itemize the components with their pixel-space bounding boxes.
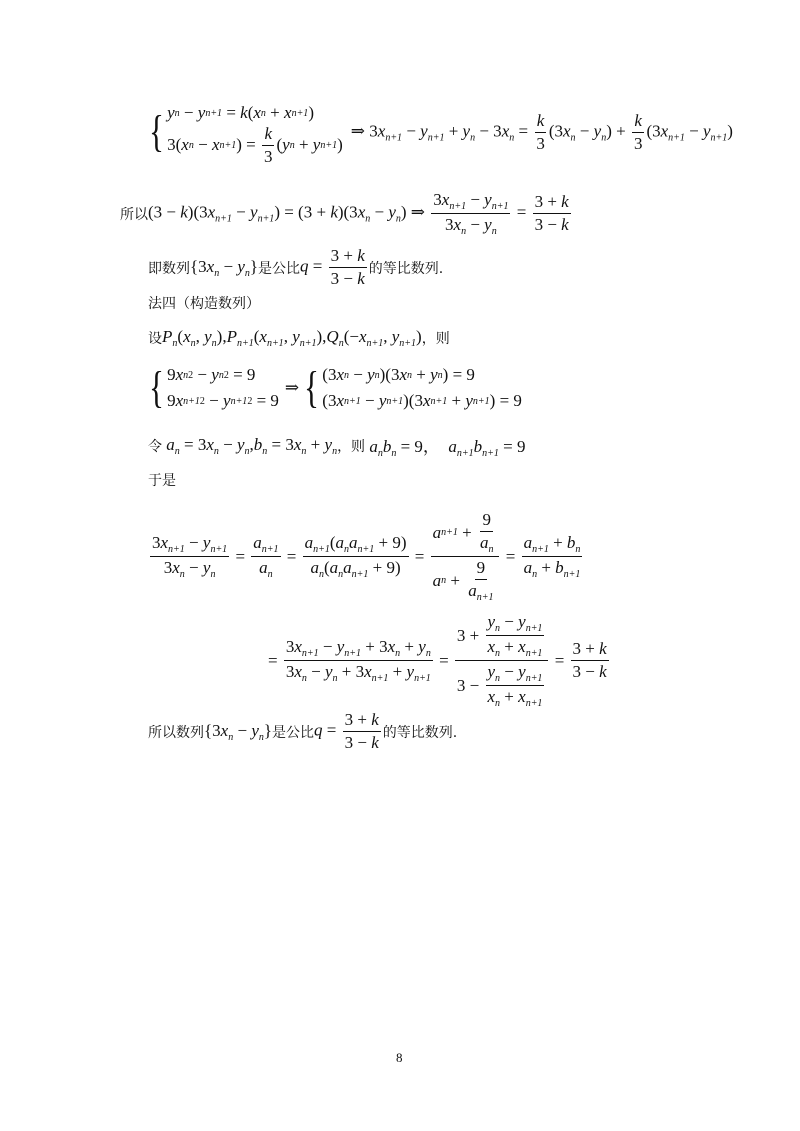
yushi-label: 于是 [148, 473, 176, 489]
geo-suffix-label: 的等比数列. [368, 260, 444, 277]
final-suffix-label: 的等比数列. [382, 724, 458, 741]
equation-system-2: { 9 x n 2 − y n 2 = 9 9 x n+1 2 − y n+1 2 = 9 ⇒ { (3 x n − y n )(3 x n + y n ) = 9 (3 x n+1 − y n+1 )(3 x n+1 + y n+1 ) = 9 [149, 363, 522, 412]
fraction-chain-1: $\frac{3x_{n+1} - y_{n+1}}{3x_n - y_n}$ = $\frac{a_{n+1}}{a_n}$ = $\frac{a_{n+1}(a_na_{n+1} + 9)}{a_n(a_na_{n+1} + 9)}$ = a n+1 + $\frac{9}{a_n}$ a n + $\frac{9}{a_{n+1}}$ = $\frac{a_{n+1} + b_n}{a_n + b_{n+1}}$ [152, 510, 581, 603]
final-is-ratio-label: 是公比 [272, 724, 315, 741]
then-label: ，则 [421, 331, 450, 347]
ie-label: 即数列 [148, 260, 190, 277]
equation-line-3: 即数列 $\{3x_n - y_n\}$ 是公比 q = $\frac{3 + k}{3 - k}$ 的等比数列. [148, 246, 444, 288]
method4-heading: 法四（构造数列） [148, 296, 260, 312]
equation-system-1: { y n − y n+1 = k ( x n + x n+1 ) 3( x n − x n+1 ) = $\frac{k}{3}$ ( y n + y n+1 ) ⇒ $3x_{n+1} - y_{n+1} + y_n - 3x_n$ = $\frac{k}{3}$ $(3x_n - y_n)$ + $\frac{k}{3}$ $(3x_{n+1} - y_{n+1})$ [149, 103, 733, 166]
so-label: 所以 [120, 206, 148, 223]
let-label: 设 [148, 331, 162, 347]
equation-line-2: 所以 $(3 - k)(3x_{n+1} - y_{n+1}) = (3 + k)(3x_n - y_n)$ ⇒ $\frac{3x_{n+1} - y_{n+1}}{3x_n - y_n}$ = $\frac{3 + k}{3 - k}$ [120, 190, 569, 237]
page-number: 8 [396, 1050, 403, 1065]
define-a-b: 令 $a_n = 3x_n - y_n,b_n = 3x_n + y_n$ ，则 $a_nb_n = 9$， $a_{n+1}b_{n+1} = 9$ [148, 434, 526, 459]
ze-label: ，则 [337, 438, 366, 455]
ling-label: 令 [148, 438, 162, 455]
is-ratio-label: 是公比 [258, 260, 301, 277]
final-prefix-label: 所以数列 [148, 724, 204, 741]
fraction-chain-2: = $\frac{3x_{n+1} - y_{n+1} + 3x_n + y_n}{3x_n - y_n + 3x_{n+1} + y_{n+1}}$ = 3 + $\frac{y_n - y_{n+1}}{x_n + x_{n+1}}$ 3 − $\frac{y_n - y_{n+1}}{x_n + x_{n+1}}$ = $\frac{3 + k}{3 - k}$ [268, 612, 607, 709]
conclusion-line: 所以数列 $\{3x_n - y_n\}$ 是公比 q = $\frac{3 + k}{3 - k}$ 的等比数列. [148, 710, 458, 752]
points-definition: 设 $P_n(x_n$, $y_n),P_{n+1}(x_{n+1}$, $y_{n+1}),Q_n(-x_{n+1}$, $y_{n+1}$) ，则 [148, 327, 450, 349]
